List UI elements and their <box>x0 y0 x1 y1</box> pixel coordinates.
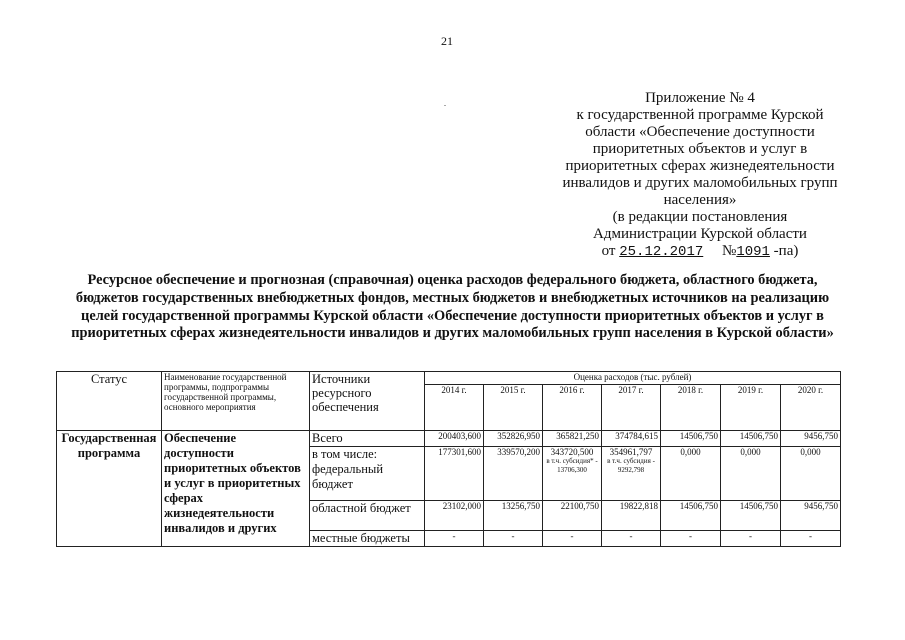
source-cell: областной бюджет <box>310 501 425 531</box>
resolution-number: 1091 <box>736 244 770 260</box>
number-suffix: -па) <box>773 243 799 259</box>
value-cell: - <box>425 531 484 547</box>
appendix-line: (в редакции постановления <box>612 209 788 225</box>
value-cell: - <box>721 531 781 547</box>
value-cell: - <box>661 531 721 547</box>
value-cell: 177301,600 <box>425 447 484 501</box>
number-sign: № <box>722 243 737 259</box>
value-cell: 23102,000 <box>425 501 484 531</box>
page-number: 21 <box>441 34 453 48</box>
value-cell: 14506,750 <box>721 431 781 447</box>
value-cell: 365821,250 <box>543 431 602 447</box>
appendix-line: инвалидов и других маломобильных групп <box>562 175 838 191</box>
appendix-line: приоритетных сферах жизнедеятельности <box>565 158 835 174</box>
header-year: 2019 г. <box>721 385 781 431</box>
header-sources: Источники ресурсного обеспечения <box>310 372 425 431</box>
document-heading: Ресурсное обеспечение и прогнозная (справочная) оценка расходов федерального бюджета, областного бюджета, бюджетов государственных внебюджетных фондов, местных бюджетов и внебюджетных источников на реализацию целей государственной программы Курской области «Обеспечение доступности приоритетных объектов и услуг в приоритетных сферах жизнедеятельности инвалидов и других маломобильных групп населения в Курской области» <box>71 272 834 342</box>
value-cell: 0,000 <box>661 447 721 501</box>
value-cell: 0,000 <box>781 447 841 501</box>
header-year: 2018 г. <box>661 385 721 431</box>
table-header-row <box>57 372 841 385</box>
value-cell: 14506,750 <box>661 431 721 447</box>
date-prefix: от <box>601 243 616 259</box>
header-year: 2015 г. <box>484 385 543 431</box>
table-row <box>57 431 841 447</box>
value-cell: 9456,750 <box>781 501 841 531</box>
header-name: Наименование государственной программы, подпрограммы государственной программы, основного мероприятия <box>162 372 310 431</box>
appendix-line: к государственной программе Курской <box>576 107 824 123</box>
value-cell: 13256,750 <box>484 501 543 531</box>
value-cell: 200403,600 <box>425 431 484 447</box>
header-estimate: Оценка расходов (тыс. рублей) <box>425 372 841 385</box>
value-cell: - <box>543 531 602 547</box>
value-cell: 374784,615 <box>602 431 661 447</box>
status-cell: Государственная программа <box>57 431 162 547</box>
appendix-block <box>550 90 850 261</box>
value-cell: - <box>484 531 543 547</box>
budget-table <box>56 371 841 547</box>
source-cell: Всего <box>310 431 425 447</box>
subsidy-note: в т.ч. субсидия - 9292,798 <box>607 457 655 474</box>
header-year: 2014 г. <box>425 385 484 431</box>
header-year: 2016 г. <box>543 385 602 431</box>
value-cell: 9456,750 <box>781 431 841 447</box>
value-cell: 0,000 <box>721 447 781 501</box>
value-cell: 19822,818 <box>602 501 661 531</box>
value-cell <box>543 447 602 501</box>
source-cell: в том числе: федеральный бюджет <box>310 447 425 501</box>
value-cell: - <box>602 531 661 547</box>
source-cell: местные бюджеты <box>310 531 425 547</box>
value-cell: 14506,750 <box>661 501 721 531</box>
value-cell <box>602 447 661 501</box>
appendix-line: населения» <box>663 192 737 208</box>
header-year: 2020 г. <box>781 385 841 431</box>
header-year: 2017 г. <box>602 385 661 431</box>
value-text: 343720,500 <box>550 447 594 457</box>
value-cell: 339570,200 <box>484 447 543 501</box>
resolution-date: 25.12.2017 <box>619 244 704 260</box>
appendix-title: Приложение № 4 <box>645 90 755 106</box>
value-cell: 14506,750 <box>721 501 781 531</box>
value-cell: 22100,750 <box>543 501 602 531</box>
stray-dot: . <box>444 99 446 108</box>
appendix-line: области «Обеспечение доступности <box>585 124 815 140</box>
value-cell: - <box>781 531 841 547</box>
appendix-line: приоритетных объектов и услуг в <box>592 141 808 157</box>
header-status: Статус <box>57 372 162 431</box>
appendix-line: Администрации Курской области <box>593 226 807 242</box>
appendix-date-line <box>550 243 850 261</box>
program-name-cell: Обеспечение доступности приоритетных объектов и услуг в приоритетных сферах жизнедеятельности инвалидов и других <box>162 431 310 547</box>
subsidy-note: в т.ч. субсидия* - 13706,300 <box>546 457 598 474</box>
value-text: 354961,797 <box>609 447 653 457</box>
value-cell: 352826,950 <box>484 431 543 447</box>
